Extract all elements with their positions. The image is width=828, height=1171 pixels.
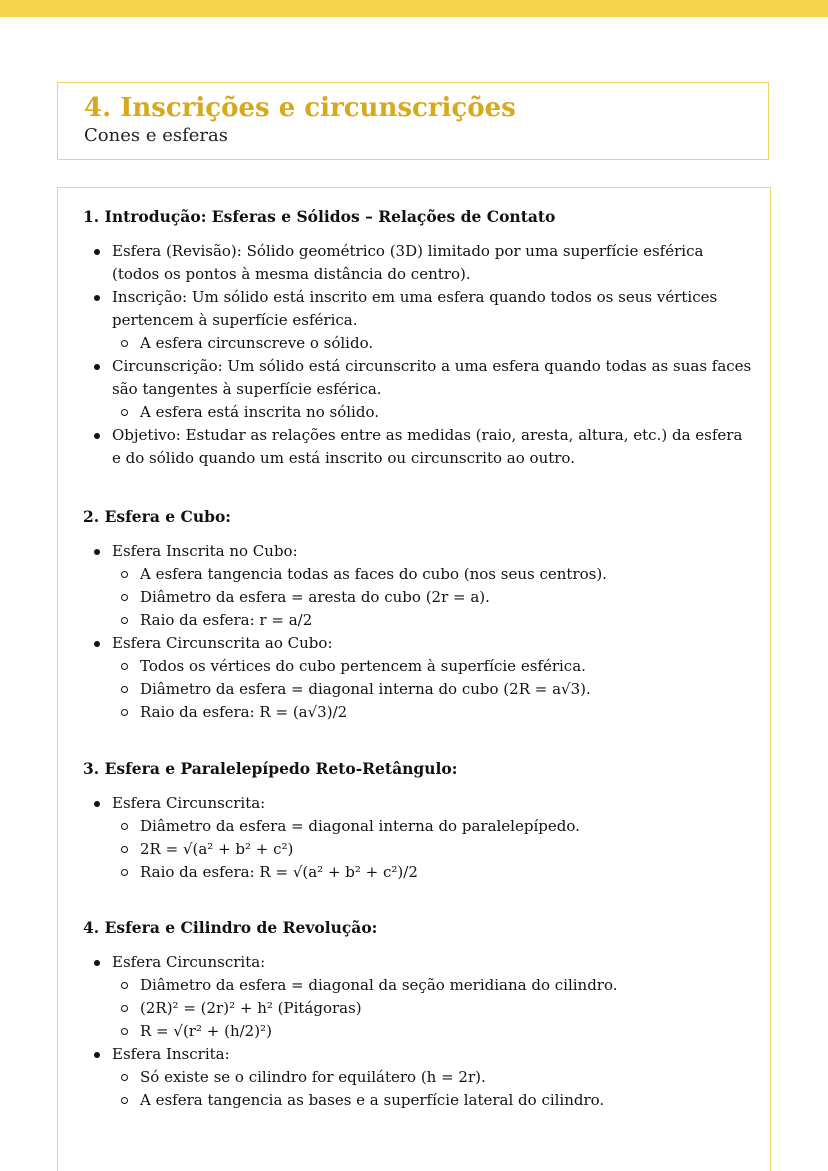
section-title: 3. Esfera e Paralelepípedo Reto-Retângulo: bbox=[83, 759, 458, 778]
section-title: 1. Introdução: Esferas e Sólidos – Relações de Contato bbox=[83, 207, 556, 226]
list-item bbox=[83, 951, 753, 1043]
sub-list-item bbox=[112, 701, 753, 724]
circle-bullet-icon bbox=[121, 686, 128, 693]
sub-item-text: A esfera circunscreve o sólido. bbox=[140, 334, 374, 352]
sub-list-item bbox=[112, 401, 753, 424]
sub-list bbox=[112, 1066, 753, 1112]
page-subtitle: Cones e esferas bbox=[84, 125, 228, 146]
circle-bullet-icon bbox=[121, 340, 128, 347]
list-item-text: Esfera Inscrita: bbox=[112, 1045, 230, 1063]
sub-item-text: A esfera está inscrita no sólido. bbox=[140, 403, 379, 421]
sub-list bbox=[112, 332, 753, 355]
circle-bullet-icon bbox=[121, 1028, 128, 1035]
list-item bbox=[83, 355, 753, 424]
circle-bullet-icon bbox=[121, 823, 128, 830]
circle-bullet-icon bbox=[121, 846, 128, 853]
bullet-list bbox=[83, 792, 753, 884]
sub-list bbox=[112, 974, 753, 1043]
bullet-icon bbox=[94, 295, 100, 301]
bullet-list bbox=[83, 951, 753, 1112]
list-item-text: Inscrição: Um sólido está inscrito em uma esfera quando todos os seus vértices pertencem à superfície esférica. bbox=[112, 288, 718, 329]
sub-item-text: (2R)² = (2r)² + h² (Pitágoras) bbox=[140, 999, 362, 1017]
sub-list-item bbox=[112, 838, 753, 861]
sub-list bbox=[112, 563, 753, 632]
bullet-icon bbox=[94, 1052, 100, 1058]
sub-list-item bbox=[112, 997, 753, 1020]
section-esfera-paralelepipedo bbox=[83, 758, 753, 884]
list-item-text: Objetivo: Estudar as relações entre as medidas (raio, aresta, altura, etc.) da esfera e do sólido quando um está inscrito ou circunscrito ao outro. bbox=[112, 426, 743, 467]
bullet-icon bbox=[94, 364, 100, 370]
sub-list bbox=[112, 655, 753, 724]
content-card bbox=[57, 187, 771, 1171]
sub-list-item bbox=[112, 655, 753, 678]
title-card bbox=[57, 82, 769, 160]
circle-bullet-icon bbox=[121, 1074, 128, 1081]
circle-bullet-icon bbox=[121, 709, 128, 716]
sub-list-item bbox=[112, 609, 753, 632]
sub-item-text: Diâmetro da esfera = aresta do cubo (2r = a). bbox=[140, 588, 490, 606]
circle-bullet-icon bbox=[121, 1097, 128, 1104]
bullet-list bbox=[83, 240, 753, 470]
list-item-text: Circunscrição: Um sólido está circunscrito a uma esfera quando todas as suas faces são tangentes à superfície esférica. bbox=[112, 357, 752, 398]
list-item-text: Esfera (Revisão): Sólido geométrico (3D) limitado por uma superfície esférica (todos os pontos à mesma distância do centro). bbox=[112, 242, 704, 283]
sub-list-item bbox=[112, 1066, 753, 1089]
sub-item-text: Diâmetro da esfera = diagonal da seção meridiana do cilindro. bbox=[140, 976, 618, 994]
bullet-icon bbox=[94, 433, 100, 439]
list-item-text: Esfera Circunscrita: bbox=[112, 953, 266, 971]
sub-list-item bbox=[112, 586, 753, 609]
section-introducao bbox=[83, 206, 753, 470]
circle-bullet-icon bbox=[121, 571, 128, 578]
sub-item-text: 2R = √(a² + b² + c²) bbox=[140, 840, 294, 858]
sub-list-item bbox=[112, 1020, 753, 1043]
sub-item-text: Raio da esfera: r = a/2 bbox=[140, 611, 313, 629]
bullet-icon bbox=[94, 549, 100, 555]
circle-bullet-icon bbox=[121, 594, 128, 601]
circle-bullet-icon bbox=[121, 663, 128, 670]
bullet-icon bbox=[94, 249, 100, 255]
sub-list bbox=[112, 401, 753, 424]
section-title: 2. Esfera e Cubo: bbox=[83, 507, 232, 526]
sub-item-text: Diâmetro da esfera = diagonal interna do cubo (2R = a√3). bbox=[140, 680, 591, 698]
list-item bbox=[83, 424, 753, 470]
list-item-text: Esfera Inscrita no Cubo: bbox=[112, 542, 298, 560]
sub-item-text: Todos os vértices do cubo pertencem à superfície esférica. bbox=[140, 657, 586, 675]
list-item bbox=[83, 632, 753, 724]
sub-list-item bbox=[112, 815, 753, 838]
sub-list-item bbox=[112, 1089, 753, 1112]
sub-list-item bbox=[112, 332, 753, 355]
bullet-icon bbox=[94, 801, 100, 807]
list-item bbox=[83, 1043, 753, 1112]
list-item bbox=[83, 240, 753, 286]
bullet-list bbox=[83, 540, 753, 724]
bullet-icon bbox=[94, 641, 100, 647]
sub-list bbox=[112, 815, 753, 884]
sub-list-item bbox=[112, 974, 753, 997]
list-item bbox=[83, 540, 753, 632]
circle-bullet-icon bbox=[121, 982, 128, 989]
top-accent-bar bbox=[0, 0, 828, 17]
sub-list-item bbox=[112, 861, 753, 884]
list-item-text: Esfera Circunscrita ao Cubo: bbox=[112, 634, 333, 652]
sub-item-text: A esfera tangencia as bases e a superfície lateral do cilindro. bbox=[140, 1091, 605, 1109]
sub-item-text: R = √(r² + (h/2)²) bbox=[140, 1022, 272, 1040]
list-item-text: Esfera Circunscrita: bbox=[112, 794, 266, 812]
page-title: 4. Inscrições e circunscrições bbox=[84, 93, 516, 123]
circle-bullet-icon bbox=[121, 617, 128, 624]
circle-bullet-icon bbox=[121, 1005, 128, 1012]
section-esfera-cilindro bbox=[83, 917, 753, 1112]
section-esfera-cubo bbox=[83, 506, 753, 724]
sub-item-text: Só existe se o cilindro for equilátero (h = 2r). bbox=[140, 1068, 486, 1086]
sub-item-text: Raio da esfera: R = (a√3)/2 bbox=[140, 703, 348, 721]
sub-list-item bbox=[112, 678, 753, 701]
bullet-icon bbox=[94, 960, 100, 966]
list-item bbox=[83, 286, 753, 355]
sub-item-text: A esfera tangencia todas as faces do cubo (nos seus centros). bbox=[140, 565, 607, 583]
circle-bullet-icon bbox=[121, 409, 128, 416]
circle-bullet-icon bbox=[121, 869, 128, 876]
sub-item-text: Raio da esfera: R = √(a² + b² + c²)/2 bbox=[140, 863, 418, 881]
list-item bbox=[83, 792, 753, 884]
section-title: 4. Esfera e Cilindro de Revolução: bbox=[83, 918, 378, 937]
sub-item-text: Diâmetro da esfera = diagonal interna do paralelepípedo. bbox=[140, 817, 580, 835]
sub-list-item bbox=[112, 563, 753, 586]
